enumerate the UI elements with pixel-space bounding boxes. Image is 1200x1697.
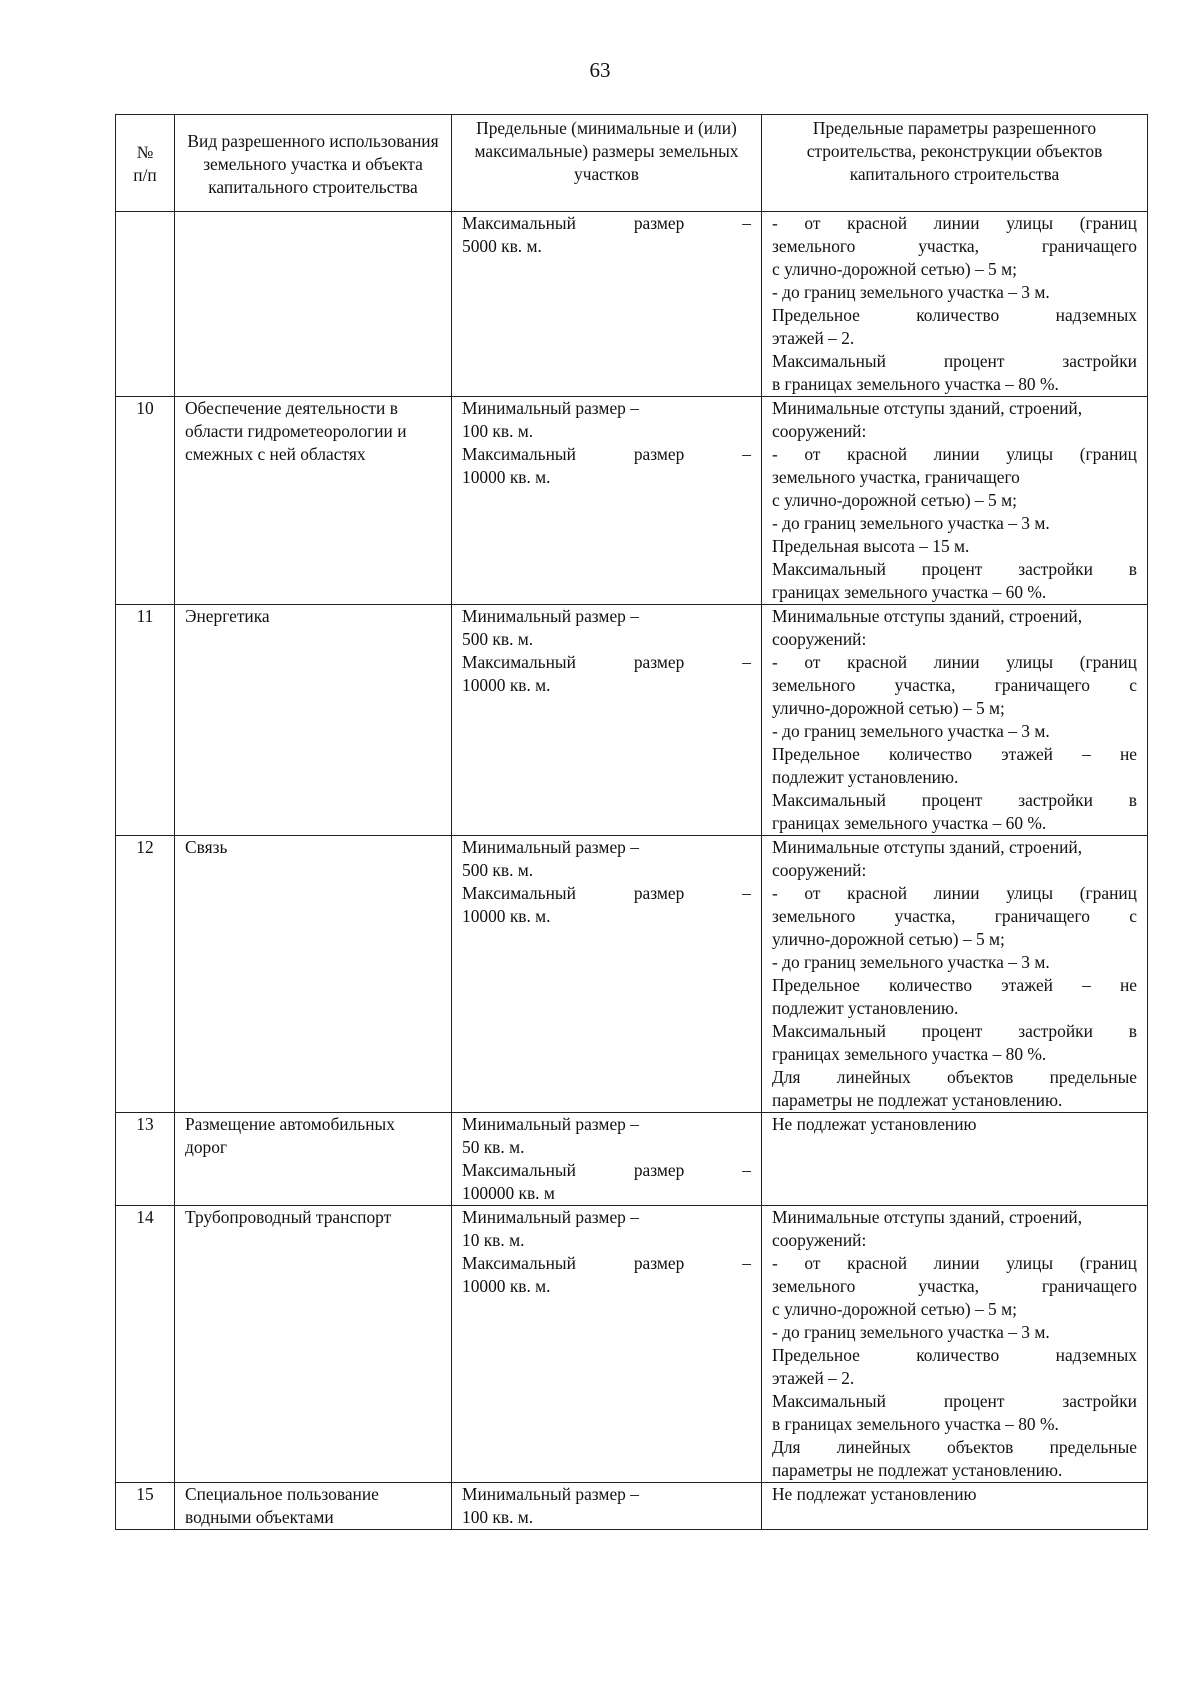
cell-line: улично-дорожной сетью) – 5 м;	[772, 929, 1005, 949]
cell-line: Для линейных объектов предельные	[772, 1437, 1137, 1457]
row-sizes	[452, 397, 762, 605]
cell-line: Минимальные отступы зданий, строений,	[772, 837, 1083, 857]
row-kind: Специальное пользование водными объектами	[175, 1483, 452, 1530]
row-kind: Размещение автомобильных дорог	[175, 1113, 452, 1206]
table-row	[116, 397, 1148, 605]
cell-line: 10 кв. м.	[462, 1230, 525, 1250]
cell-line: в границах земельного участка – 80 %.	[772, 374, 1059, 394]
cell-line: 5000 кв. м.	[462, 236, 542, 256]
row-sizes	[452, 1483, 762, 1530]
cell-line: Предельное количество надземных	[772, 1345, 1137, 1365]
cell-line: с улично-дорожной сетью) – 5 м;	[772, 1299, 1017, 1319]
row-number: 10	[116, 397, 175, 605]
cell-line: Для линейных объектов предельные	[772, 1067, 1137, 1087]
cell-line: Предельная высота – 15 м.	[772, 536, 970, 556]
row-sizes	[452, 836, 762, 1113]
cell-line: земельного участка, граничащего с	[772, 675, 1137, 695]
row-params	[762, 212, 1148, 397]
cell-line: Максимальный размер –	[462, 1160, 751, 1180]
cell-line: Минимальный размер –	[462, 398, 639, 418]
row-params	[762, 605, 1148, 836]
row-kind: Энергетика	[175, 605, 452, 836]
header-sizes: Предельные (минимальные и (или) максимальные) размеры земельных участков	[452, 115, 762, 212]
cell-line: подлежит установлению.	[772, 998, 959, 1018]
cell-line: земельного участка, граничащего	[772, 467, 1020, 487]
cell-line: Максимальный размер –	[462, 213, 751, 233]
cell-line: Максимальный размер –	[462, 652, 751, 672]
cell-line: - до границ земельного участка – 3 м.	[772, 952, 1050, 972]
cell-line: границах земельного участка – 80 %.	[772, 1044, 1047, 1064]
row-params	[762, 1206, 1148, 1483]
row-kind: Трубопроводный транспорт	[175, 1206, 452, 1483]
cell-line: 10000 кв. м.	[462, 675, 551, 695]
cell-line: Максимальный процент застройки в	[772, 790, 1137, 810]
cell-line: сооружений:	[772, 860, 867, 880]
row-sizes	[452, 1206, 762, 1483]
page-number: 63	[589, 58, 611, 82]
cell-line: Максимальный размер –	[462, 1253, 751, 1273]
cell-line: земельного участка, граничащего	[772, 236, 1137, 256]
cell-line: Максимальный размер –	[462, 444, 751, 464]
cell-line: 50 кв. м.	[462, 1137, 525, 1157]
row-number: 15	[116, 1483, 175, 1530]
cell-line: Минимальные отступы зданий, строений,	[772, 606, 1083, 626]
cell-line: этажей – 2.	[772, 1368, 855, 1388]
header-kind: Вид разрешенного использования земельного участка и объекта капитального строительства	[175, 115, 452, 212]
cell-line: Минимальный размер –	[462, 1207, 639, 1227]
cell-line: Минимальный размер –	[462, 837, 639, 857]
cell-line: 100000 кв. м	[462, 1183, 555, 1203]
cell-line: подлежит установлению.	[772, 767, 959, 787]
cell-line: Минимальный размер –	[462, 1484, 639, 1504]
row-sizes	[452, 1113, 762, 1206]
cell-line: этажей – 2.	[772, 328, 855, 348]
cell-line: Максимальный процент застройки в	[772, 559, 1137, 579]
row-kind: Связь	[175, 836, 452, 1113]
cell-line: Максимальный процент застройки	[772, 1391, 1137, 1411]
cell-line: - от красной линии улицы (границ	[772, 213, 1137, 233]
row-params	[762, 1483, 1148, 1530]
cell-line: Максимальный процент застройки	[772, 351, 1137, 371]
cell-line: - до границ земельного участка – 3 м.	[772, 282, 1050, 302]
cell-line: Предельное количество надземных	[772, 305, 1137, 325]
table-header-row	[116, 115, 1148, 212]
row-sizes	[452, 212, 762, 397]
row-sizes	[452, 605, 762, 836]
header-params: Предельные параметры разрешенного строительства, реконструкции объектов капитального строительства	[762, 115, 1148, 212]
cell-line: Минимальный размер –	[462, 606, 639, 626]
cell-line: - до границ земельного участка – 3 м.	[772, 1322, 1050, 1342]
table-row	[116, 605, 1148, 836]
cell-line: границах земельного участка – 60 %.	[772, 813, 1047, 833]
cell-line: Не подлежат установлению	[772, 1484, 977, 1504]
zoning-table	[115, 114, 1148, 1530]
table-row	[116, 212, 1148, 397]
cell-line: 10000 кв. м.	[462, 906, 551, 926]
row-number: 12	[116, 836, 175, 1113]
cell-line: - до границ земельного участка – 3 м.	[772, 513, 1050, 533]
cell-line: с улично-дорожной сетью) – 5 м;	[772, 259, 1017, 279]
cell-line: - от красной линии улицы (границ	[772, 444, 1137, 464]
row-kind	[175, 212, 452, 397]
row-number: 14	[116, 1206, 175, 1483]
cell-line: земельного участка, граничащего с	[772, 906, 1137, 926]
cell-line: в границах земельного участка – 80 %.	[772, 1414, 1059, 1434]
row-params	[762, 397, 1148, 605]
cell-line: Предельное количество этажей – не	[772, 744, 1137, 764]
cell-line: Минимальный размер –	[462, 1114, 639, 1134]
cell-line: - от красной линии улицы (границ	[772, 1253, 1137, 1273]
table-row	[116, 1206, 1148, 1483]
cell-line: - от красной линии улицы (границ	[772, 883, 1137, 903]
cell-line: улично-дорожной сетью) – 5 м;	[772, 698, 1005, 718]
row-params	[762, 836, 1148, 1113]
cell-line: Минимальные отступы зданий, строений,	[772, 1207, 1083, 1227]
cell-line: 100 кв. м.	[462, 421, 534, 441]
row-number	[116, 212, 175, 397]
table-body	[116, 212, 1148, 1530]
cell-line: - до границ земельного участка – 3 м.	[772, 721, 1050, 741]
row-params	[762, 1113, 1148, 1206]
cell-line: сооружений:	[772, 629, 867, 649]
table-row	[116, 836, 1148, 1113]
table-row	[116, 1483, 1148, 1530]
cell-line: 100 кв. м.	[462, 1507, 534, 1527]
cell-line: 10000 кв. м.	[462, 467, 551, 487]
cell-line: параметры не подлежат установлению.	[772, 1090, 1063, 1110]
cell-line: земельного участка, граничащего	[772, 1276, 1137, 1296]
row-number: 11	[116, 605, 175, 836]
cell-line: Минимальные отступы зданий, строений,	[772, 398, 1083, 418]
header-num: № п/п	[116, 115, 175, 212]
cell-line: - от красной линии улицы (границ	[772, 652, 1137, 672]
table-row	[116, 1113, 1148, 1206]
cell-line: Максимальный размер –	[462, 883, 751, 903]
cell-line: Максимальный процент застройки в	[772, 1021, 1137, 1041]
cell-line: Предельное количество этажей – не	[772, 975, 1137, 995]
cell-line: с улично-дорожной сетью) – 5 м;	[772, 490, 1017, 510]
cell-line: границах земельного участка – 60 %.	[772, 582, 1047, 602]
cell-line: 500 кв. м.	[462, 860, 534, 880]
row-kind: Обеспечение деятельности в области гидрометеорологии и смежных с ней областях	[175, 397, 452, 605]
cell-line: 10000 кв. м.	[462, 1276, 551, 1296]
cell-line: сооружений:	[772, 1230, 867, 1250]
cell-line: 500 кв. м.	[462, 629, 534, 649]
cell-line: сооружений:	[772, 421, 867, 441]
row-number: 13	[116, 1113, 175, 1206]
cell-line: параметры не подлежат установлению.	[772, 1460, 1063, 1480]
cell-line: Не подлежат установлению	[772, 1114, 977, 1134]
